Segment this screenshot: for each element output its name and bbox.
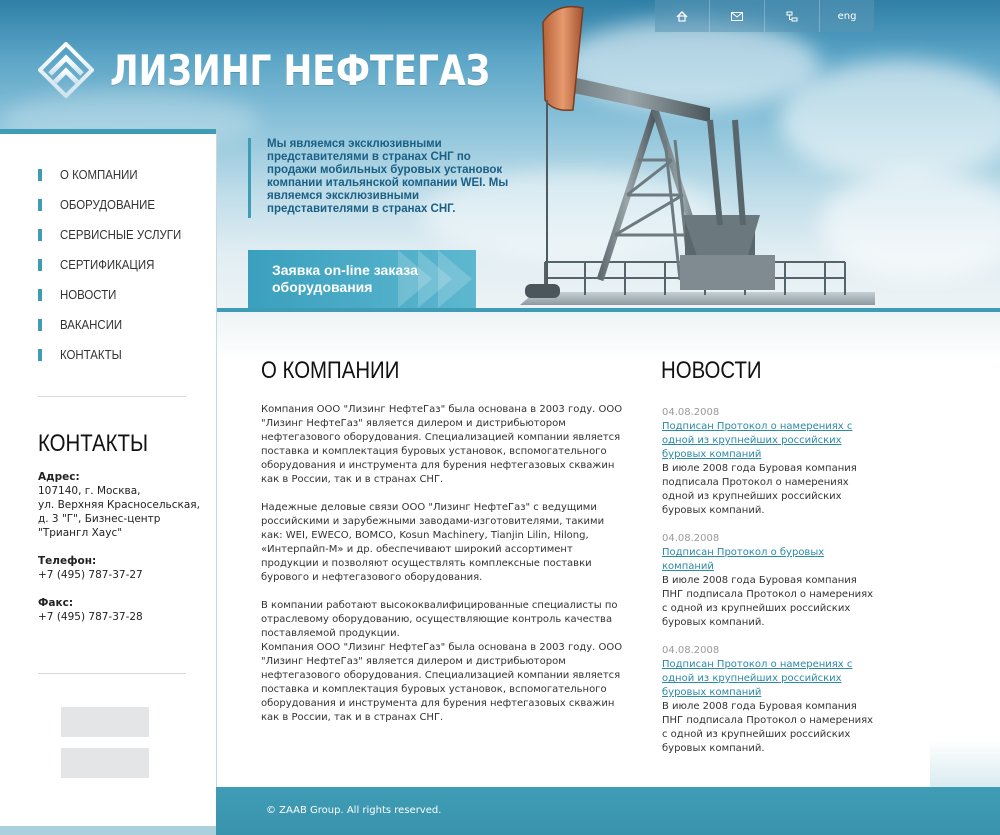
logo-icon [38, 42, 94, 98]
news-text: В июле 2008 года Буровая компания подписала Протокол о намерениях одной из крупнейших российских буровых компаний. [662, 463, 857, 516]
menu-item-about[interactable] [38, 168, 198, 198]
sidebar [0, 134, 216, 835]
phone-value: +7 (495) 787-37-27 [38, 569, 143, 581]
contact-fax [38, 596, 208, 624]
contact-address [38, 470, 208, 540]
contact-phone [38, 554, 208, 582]
sidebar-border [216, 134, 217, 835]
menu-item-label: СЕРТИФИКАЦИЯ [60, 257, 155, 272]
banner-placeholder[interactable] [61, 707, 149, 737]
menu-bullet [38, 199, 42, 211]
article-paragraph: Компания ООО "Лизинг НефтеГаз" была основана в 2003 году. ООО "Лизинг НефтеГаз" является дилером и дистрибьютором нефтегазового оборудования. Специализацией компании является поставка и комплектация буровых установок, вспомогательного оборудования и инструмента для бурения нефтегазовых скважин как в России, так и в странах СНГ. [261, 404, 623, 485]
article-paragraph: В компании работают высококвалифицированные специалисты по отраслевому оборудованию, осуществляющие контроль качества поставляемой продукции. [261, 600, 618, 639]
address-line: 107140, г. Москва, [38, 485, 141, 497]
fax-value: +7 (495) 787-37-28 [38, 611, 143, 623]
footer [216, 787, 1000, 835]
banner-placeholder[interactable] [61, 748, 149, 778]
order-online-button[interactable] [248, 250, 476, 308]
news-link[interactable]: Подписан Протокол о намерениях с одной из крупнейших российских буровых компаний [662, 659, 853, 698]
menu-bullet [38, 259, 42, 271]
menu-item-services[interactable] [38, 228, 198, 258]
address-line: ул. Верхняя Красносельская, [38, 499, 200, 511]
menu-bullet [38, 319, 42, 331]
menu-item-news[interactable] [38, 288, 198, 318]
pump-jack-illustration [505, 0, 875, 310]
article-paragraph: Надежные деловые связи ООО "Лизинг НефтеГаз" с ведущими российскими и зарубежными заводами-изготовителями, такими как: WEI, EWECO, BOMCO, Kosun Machinery, Tianjin Lilin, Hilong, «Интерпайп-М» и др. обеспечивают широкий ассортимент продукции и позволяют осуществлять комплексные поставки бурового и нефтегазового оборудования. [261, 502, 605, 583]
menu-item-label: ОБОРУДОВАНИЕ [60, 197, 155, 212]
news-text: В июле 2008 года Буровая компания ПНГ подписала Протокол о намерениях с одной из крупнейших российских буровых компаний. [662, 701, 874, 754]
article-paragraph: Компания ООО "Лизинг НефтеГаз" была основана в 2003 году. ООО "Лизинг НефтеГаз" является дилером и дистрибьютором нефтегазового оборудования. Специализацией компании является поставка и комплектация буровых установок, вспомогательного оборудования и инструмента для бурения нефтегазовых скважин как в России, так и в странах СНГ. [261, 642, 623, 723]
menu-item-label: СЕРВИСНЫЕ УСЛУГИ [60, 227, 182, 242]
decorative-fade [930, 740, 1000, 788]
language-switch[interactable]: eng [837, 10, 857, 22]
menu-item-contacts[interactable] [38, 348, 198, 378]
menu-item-label: КОНТАКТЫ [60, 347, 122, 362]
menu-item-vacancies[interactable] [38, 318, 198, 348]
menu-bullet [38, 289, 42, 301]
copyright: © ZAAB Group. All rights reserved. [266, 805, 442, 816]
news-item [662, 532, 877, 630]
news-item [662, 644, 877, 756]
address-line: "Триангл Хаус" [38, 527, 123, 539]
logo[interactable] [38, 42, 574, 98]
menu-item-equipment[interactable] [38, 198, 198, 228]
footer-left-strip [0, 826, 216, 835]
phone-label: Телефон: [38, 555, 97, 567]
logo-text: ЛИЗИНГ НЕФТЕГАЗ [110, 45, 491, 95]
menu-item-label: ВАКАНСИИ [60, 317, 123, 332]
tagline: Мы являемся эксклюзивными представителями в странах СНГ по продажи мобильных буровых установок компании итальянской компании WEI. Мы являемся эксклюзивными представителями в странах СНГ. [248, 138, 518, 218]
main-menu [38, 168, 198, 378]
news-date: 04.08.2008 [662, 407, 720, 418]
content-fade [217, 312, 1000, 362]
news-link[interactable]: Подписан Протокол о намерениях с одной из крупнейших российских буровых компаний [662, 421, 853, 460]
news-date: 04.08.2008 [662, 645, 720, 656]
news-link[interactable]: Подписан Протокол о буровых компаний [662, 547, 825, 572]
menu-item-label: НОВОСТИ [60, 287, 117, 302]
news-text: В июле 2008 года Буровая компания ПНГ подписала Протокол о намерениях с одной из крупнейших российских буровых компаний. [662, 575, 874, 628]
menu-item-label: О КОМПАНИИ [60, 167, 138, 182]
menu-bullet [38, 229, 42, 241]
article [261, 403, 626, 739]
news-title: НОВОСТИ [661, 357, 762, 384]
sidebar-divider [38, 396, 186, 397]
address-label: Адрес: [38, 471, 80, 483]
menu-item-certification[interactable] [38, 258, 198, 288]
menu-bullet [38, 169, 42, 181]
news-list [662, 406, 877, 770]
contacts-title: КОНТАКТЫ [38, 430, 149, 457]
fax-label: Факс: [38, 597, 74, 609]
news-item [662, 406, 877, 518]
address-line: д. 3 "Г", Бизнес-центр [38, 513, 161, 525]
page-title: О КОМПАНИИ [261, 357, 400, 384]
news-date: 04.08.2008 [662, 533, 720, 544]
order-online-label: Заявка on-line заказа оборудования [272, 262, 418, 295]
menu-bullet [38, 349, 42, 361]
sidebar-divider [38, 673, 186, 674]
